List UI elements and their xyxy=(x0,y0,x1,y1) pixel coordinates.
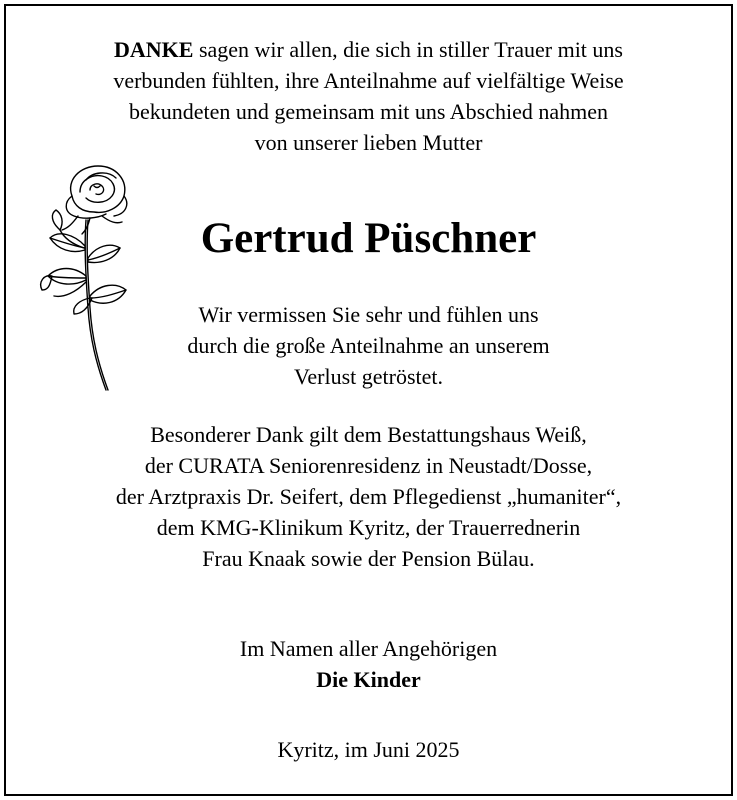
thanks-line-5: Frau Knaak sowie der Pension Bülau. xyxy=(202,546,535,571)
intro-line-1-rest: sagen wir allen, die sich in stiller Trauer mit uns xyxy=(193,37,623,62)
thanks-line-2: der CURATA Seniorenresidenz in Neustadt/Dosse, xyxy=(144,453,593,478)
intro-line-4: von unserer lieben Mutter xyxy=(254,130,483,155)
place-date: Kyritz, im Juni 2025 xyxy=(277,737,460,762)
signature xyxy=(0,633,737,695)
intro-bold-word: DANKE xyxy=(113,37,194,62)
intro-text xyxy=(0,34,737,158)
intro-line-3: bekundeten und gemeinsam mit uns Abschied nahmen xyxy=(128,99,608,124)
miss-line-1: Wir vermissen Sie sehr und fühlen uns xyxy=(198,302,539,327)
intro-line-1 xyxy=(0,34,737,65)
deceased-name: Gertrud Püschner xyxy=(200,215,537,262)
thanks-line-1: Besonderer Dank gilt dem Bestattungshaus Weiß, xyxy=(150,422,587,447)
signature-line-1: Im Namen aller Angehörigen xyxy=(239,636,498,661)
intro-line-2: verbunden fühlten, ihre Anteilnahme auf vielfältige Weise xyxy=(113,68,624,93)
signature-line-2: Die Kinder xyxy=(316,667,421,692)
thanks-line-4: dem KMG-Klinikum Kyritz, der Trauerrednerin xyxy=(156,515,581,540)
miss-line-3: Verlust getröstet. xyxy=(293,364,444,389)
thanks-line-3: der Arztpraxis Dr. Seifert, dem Pflegedienst „humaniter“, xyxy=(115,484,622,509)
thanks-text xyxy=(0,419,737,574)
miss-line-2: durch die große Anteilnahme an unserem xyxy=(187,333,550,358)
miss-text xyxy=(0,299,737,392)
